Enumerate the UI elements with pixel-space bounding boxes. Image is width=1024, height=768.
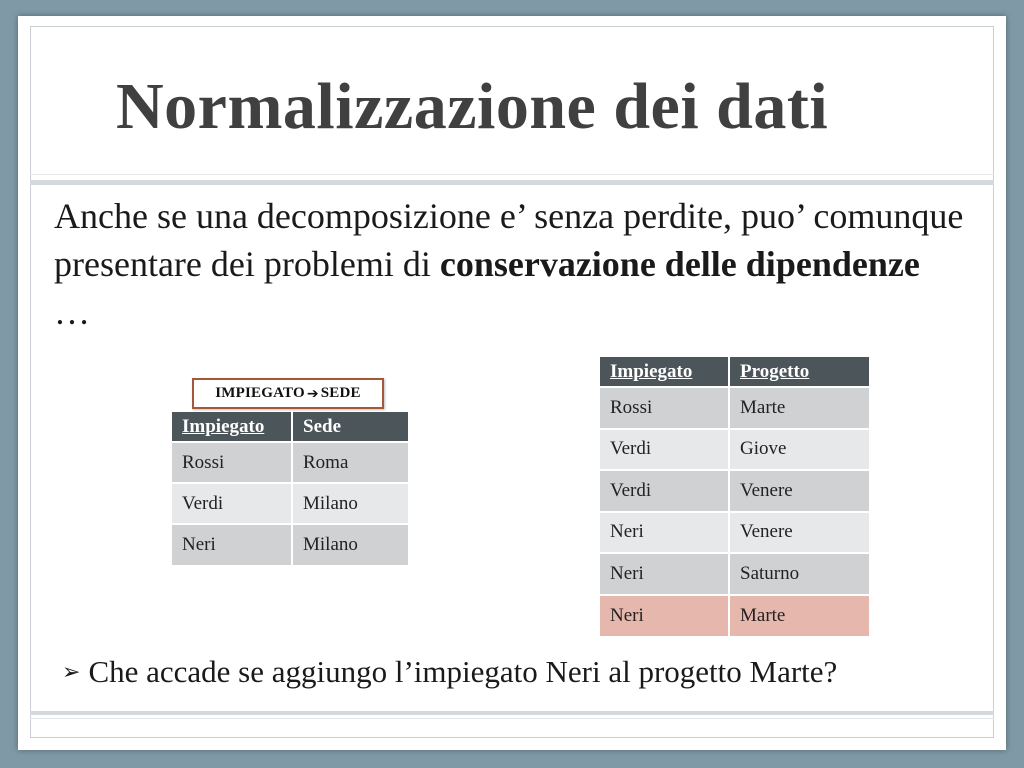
title-divider xyxy=(30,180,994,185)
cell-impiegato: Verdi xyxy=(600,429,729,471)
cell-impiegato: Neri xyxy=(600,512,729,554)
slide xyxy=(18,16,1006,750)
table-row xyxy=(600,470,869,512)
cell-impiegato: Neri xyxy=(172,524,292,565)
column-header-impiegato: Impiegato xyxy=(600,357,729,387)
table-row xyxy=(600,429,869,471)
dependency-right: SEDE xyxy=(320,385,361,401)
intro-paragraph xyxy=(54,192,964,336)
functional-dependency-box xyxy=(192,378,384,409)
cell-impiegato: Rossi xyxy=(172,442,292,483)
table-row xyxy=(172,442,408,483)
cell-progetto: Marte xyxy=(729,387,869,429)
cell-progetto: Giove xyxy=(729,429,869,471)
footer-divider-thin xyxy=(30,718,994,719)
table-header-row xyxy=(172,412,408,442)
title-divider-thin xyxy=(30,174,994,175)
table-row xyxy=(600,387,869,429)
table-impiegato-progetto xyxy=(600,357,869,636)
table-row-highlighted xyxy=(600,595,869,637)
column-header-sede: Sede xyxy=(292,412,408,442)
table-row xyxy=(172,483,408,524)
cell-sede: Roma xyxy=(292,442,408,483)
arrowhead-bullet-icon: ➢ xyxy=(62,659,81,685)
intro-text: Anche se una decomposizione e’ senza perdite, puo’ comunque presentare dei problemi di xyxy=(54,196,964,284)
intro-ellipsis: … xyxy=(54,292,90,332)
cell-impiegato: Neri xyxy=(600,595,729,637)
table-header-row xyxy=(600,357,869,387)
cell-impiegato: Verdi xyxy=(600,470,729,512)
arrow-right-icon: ➔ xyxy=(306,385,319,402)
question-bullet xyxy=(62,654,837,690)
intro-emphasis: conservazione delle dipendenze xyxy=(439,244,920,284)
table-row xyxy=(600,553,869,595)
cell-progetto: Marte xyxy=(729,595,869,637)
cell-impiegato: Verdi xyxy=(172,483,292,524)
slide-title: Normalizzazione dei dati xyxy=(116,70,829,143)
table-row xyxy=(172,524,408,565)
cell-progetto: Saturno xyxy=(729,553,869,595)
cell-progetto: Venere xyxy=(729,512,869,554)
column-header-impiegato: Impiegato xyxy=(172,412,292,442)
footer-divider xyxy=(30,711,994,715)
column-header-progetto: Progetto xyxy=(729,357,869,387)
cell-impiegato: Rossi xyxy=(600,387,729,429)
cell-progetto: Venere xyxy=(729,470,869,512)
table-row xyxy=(600,512,869,554)
dependency-left: IMPIEGATO xyxy=(215,385,305,401)
cell-sede: Milano xyxy=(292,524,408,565)
cell-sede: Milano xyxy=(292,483,408,524)
question-text: Che accade se aggiungo l’impiegato Neri al progetto Marte? xyxy=(88,654,838,689)
cell-impiegato: Neri xyxy=(600,553,729,595)
table-impiegato-sede xyxy=(172,412,408,565)
